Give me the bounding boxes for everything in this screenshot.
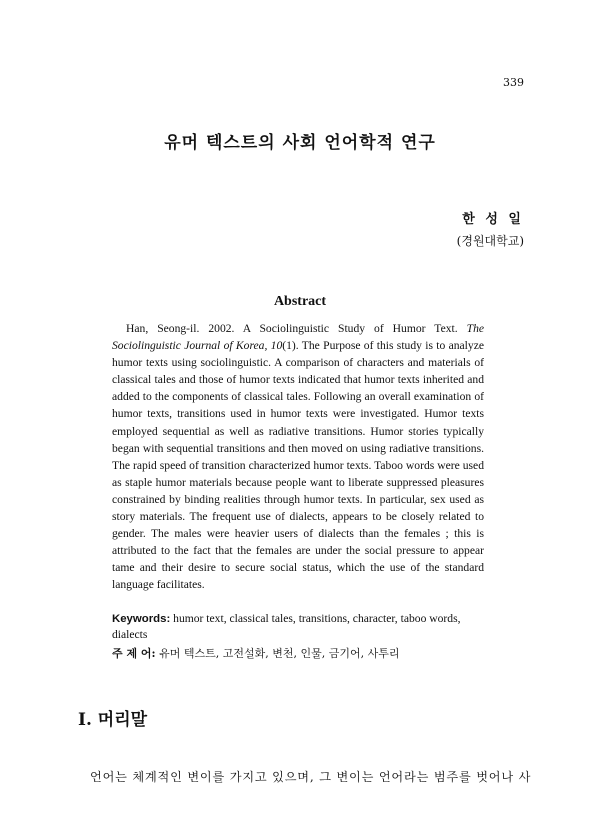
- keywords-value: humor text, classical tales, transitions, character, taboo words, dialects: [112, 612, 461, 641]
- korean-keywords: [112, 646, 492, 661]
- abstract-body: [112, 320, 484, 594]
- body-text-line: 언어는 체계적인 변이를 가지고 있으며, 그 변이는 언어라는 범주를 벗어나 사: [90, 770, 532, 784]
- section-heading: I. 머리말: [78, 710, 148, 730]
- citation-text: Han, Seong-il. 2002. A Sociolinguistic Study of Humor Text.: [126, 322, 458, 335]
- korean-keywords-value: 유머 텍스트, 고전설화, 변천, 인물, 금기어, 사투리: [159, 647, 400, 660]
- keywords: [112, 611, 484, 642]
- abstract-heading: Abstract: [273, 294, 327, 309]
- page-number: 339: [503, 76, 524, 89]
- author-name: 한 성 일: [462, 212, 524, 227]
- abstract-text: The Purpose of this study is to analyze humor texts using sociolinguistic. A comparison of characters and materials of classical tales and those of humor texts indicated that humor texts inherited and added to the components of classical tales. Following an overall examination of humor texts, transitions used in humor texts were investigated. Humor texts employed sequential as well as radiative transitions. Humor stories typically began with sequential transitions and then moved on using radiative transitions. The rapid speed of transition characterized humor texts. Taboo words were used as staple humor materials because people want to liberate suppressed pleasures constrained by binding realities through humor texts. In particular, sex used as story materials. The frequent use of dialects, appears to be closely related to gender. The males were heavier users of dialects than the females ; this is attributed to the fact that the females are under the social pressure to appear tame and their desire to secure social status, which the use of the standard language facilitates.: [112, 339, 484, 592]
- keywords-label: Keywords:: [112, 613, 171, 625]
- citation-journal: The Sociolinguistic Journal of Korea, 10: [112, 322, 485, 353]
- korean-keywords-label: 주 제 어:: [112, 647, 156, 660]
- paper-title: 유머 텍스트의 사회 언어학적 연구: [164, 133, 436, 153]
- citation-issue: (1).: [282, 339, 299, 353]
- author-affiliation: (경원대학교): [456, 234, 524, 248]
